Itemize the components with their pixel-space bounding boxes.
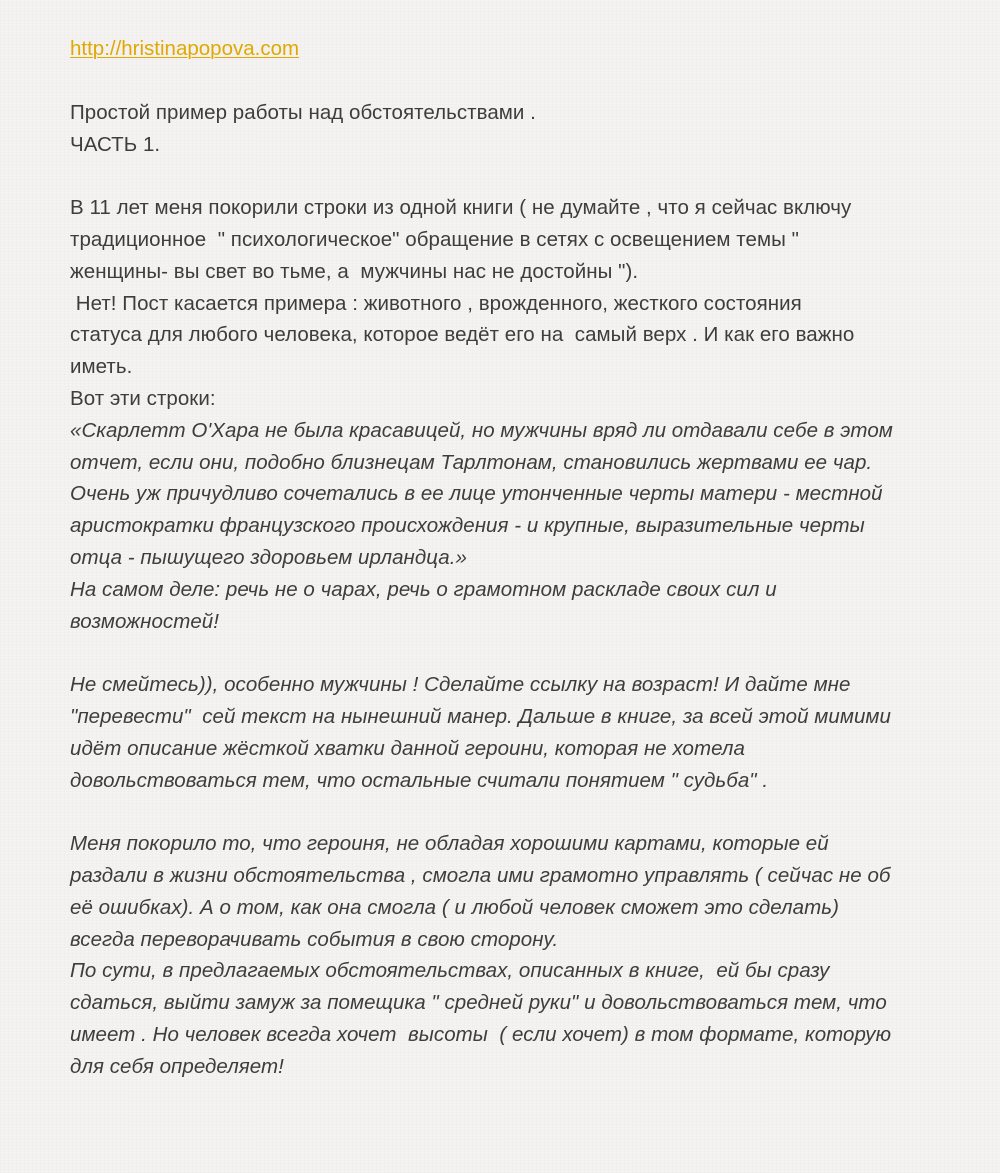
text-line: "перевести" сей текст на нынешний манер. Дальше в книге, за всей этой мимими: [70, 704, 891, 728]
text-line: раздали в жизни обстоятельства , смогла ими грамотно управлять ( сейчас не об: [70, 863, 891, 887]
paragraph-translation: [70, 669, 960, 796]
text-line: В 11 лет меня покорили строки из одной книги ( не думайте , что я сейчас включу: [70, 196, 852, 220]
text-line: имеет . Но человек всегда хочет высоты ( если хочет) в том формате, которую: [70, 1022, 892, 1046]
text-line: её ошибках). А о том, как она смогла ( и любой человек сможет это сделать): [70, 895, 839, 919]
text-line: иметь.: [70, 355, 133, 379]
quote-line: аристократки французского происхождения - и крупные, выразительные черты: [70, 514, 865, 538]
quote-block: [70, 415, 960, 638]
text-line: Не смейтесь)), особенно мужчины ! Сделайте ссылку на возраст! И дайте мне: [70, 673, 851, 697]
spacer: [70, 637, 960, 669]
quote-line: «Скарлетт О'Хара не была красавицей, но мужчины вряд ли отдавали себе в этом: [70, 418, 893, 442]
quote-line: Очень уж причудливо сочетались в ее лице утонченные черты матери - местной: [70, 482, 883, 506]
heading-title: Простой пример работы над обстоятельствами .: [70, 100, 536, 124]
spacer: [70, 160, 960, 192]
text-line: Нет! Пост касается примера : животного , врожденного, жесткого состояния: [70, 291, 802, 315]
quote-line: отчет, если они, подобно близнецам Тарлтонам, становились жертвами ее чар.: [70, 450, 873, 474]
text-line: сдаться, выйти замуж за помещика " средней руки" и довольствоваться тем, что: [70, 991, 887, 1015]
text-line: для себя определяет!: [70, 1054, 284, 1078]
text-line: всегда переворачивать события в свою сторону.: [70, 927, 559, 951]
quote-line: отца - пышущего здоровьем ирландца.»: [70, 545, 467, 569]
spacer: [70, 796, 960, 828]
heading-part: ЧАСТЬ 1.: [70, 132, 161, 156]
text-line: Меня покорило то, что героиня, не обладая хорошими картами, которые ей: [70, 832, 829, 856]
website-link[interactable]: http://hristinapopova.com: [70, 37, 300, 60]
quote-line: возможностей!: [70, 609, 219, 633]
quote-line: На самом деле: речь не о чарах, речь о грамотном раскладе своих сил и: [70, 577, 777, 601]
paragraph-conclusion: [70, 828, 960, 1082]
paragraph-intro: [70, 192, 960, 415]
heading-block: [70, 97, 960, 161]
text-line: традиционное " психологическое" обращение в сетях с освещением темы ": [70, 227, 799, 251]
spacer: [70, 65, 960, 97]
text-line: статуса для любого человека, которое ведёт его на самый верх . И как его важно: [70, 323, 855, 347]
text-line: Вот эти строки:: [70, 386, 216, 410]
text-line: женщины- вы свет во тьме, а мужчины нас не достойны ").: [70, 259, 639, 283]
text-line: довольствоваться тем, что остальные считали понятием " судьба" .: [70, 768, 769, 792]
text-line: По сути, в предлагаемых обстоятельствах, описанных в книге, ей бы сразу: [70, 959, 830, 983]
text-line: идёт описание жёсткой хватки данной героини, которая не хотела: [70, 736, 745, 760]
